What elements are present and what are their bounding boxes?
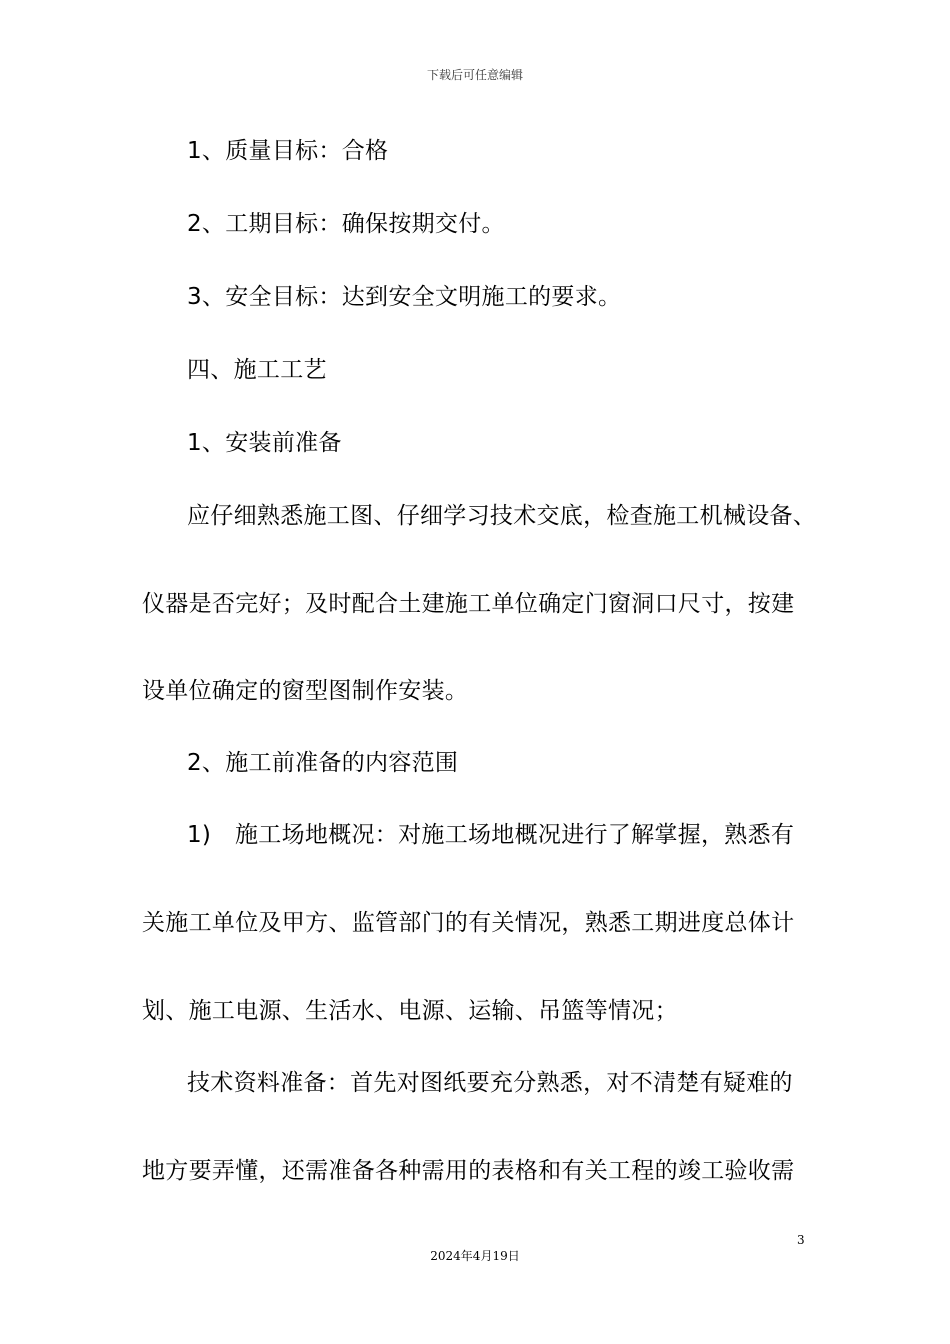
subheading-prep-scope: 2、施工前准备的内容范围 — [187, 750, 459, 776]
paragraph-schedule-goal: 2、工期目标：确保按期交付。 — [187, 211, 505, 237]
footer-date: 2024年4月19日 — [430, 1249, 520, 1263]
section-heading-construction-process: 四、施工工艺 — [187, 357, 327, 383]
paragraph-site-line-2: 关施工单位及甲方、监管部门的有关情况，熟悉工期进度总体计 — [142, 910, 795, 936]
list-item-text: 施工场地概况：对施工场地概况进行了解掌握，熟悉有 — [235, 822, 795, 848]
page-number: 3 — [797, 1233, 805, 1247]
paragraph-prep-line-1: 应仔细熟悉施工图、仔细学习技术交底，检查施工机械设备、 — [187, 503, 817, 529]
list-item-site-overview — [187, 820, 794, 850]
paragraph-tech-docs-line-2: 地方要弄懂，还需准备各种需用的表格和有关工程的竣工验收需 — [142, 1158, 795, 1184]
paragraph-prep-line-2: 仪器是否完好；及时配合土建施工单位确定门窗洞口尺寸，按建 — [142, 591, 795, 617]
page-header: 下载后可任意编辑 — [426, 68, 523, 82]
paragraph-prep-line-3: 设单位确定的窗型图制作安装。 — [142, 678, 469, 704]
paragraph-safety-goal: 3、安全目标：达到安全文明施工的要求。 — [187, 284, 622, 310]
list-marker: 1) — [187, 822, 212, 848]
paragraph-tech-docs-line-1: 技术资料准备：首先对图纸要充分熟悉，对不清楚有疑难的 — [187, 1070, 793, 1096]
paragraph-quality-goal: 1、质量目标：合格 — [187, 138, 389, 164]
subheading-preinstall-prep: 1、安装前准备 — [187, 430, 342, 456]
paragraph-site-line-3: 划、施工电源、生活水、电源、运输、吊篮等情况； — [142, 998, 678, 1024]
